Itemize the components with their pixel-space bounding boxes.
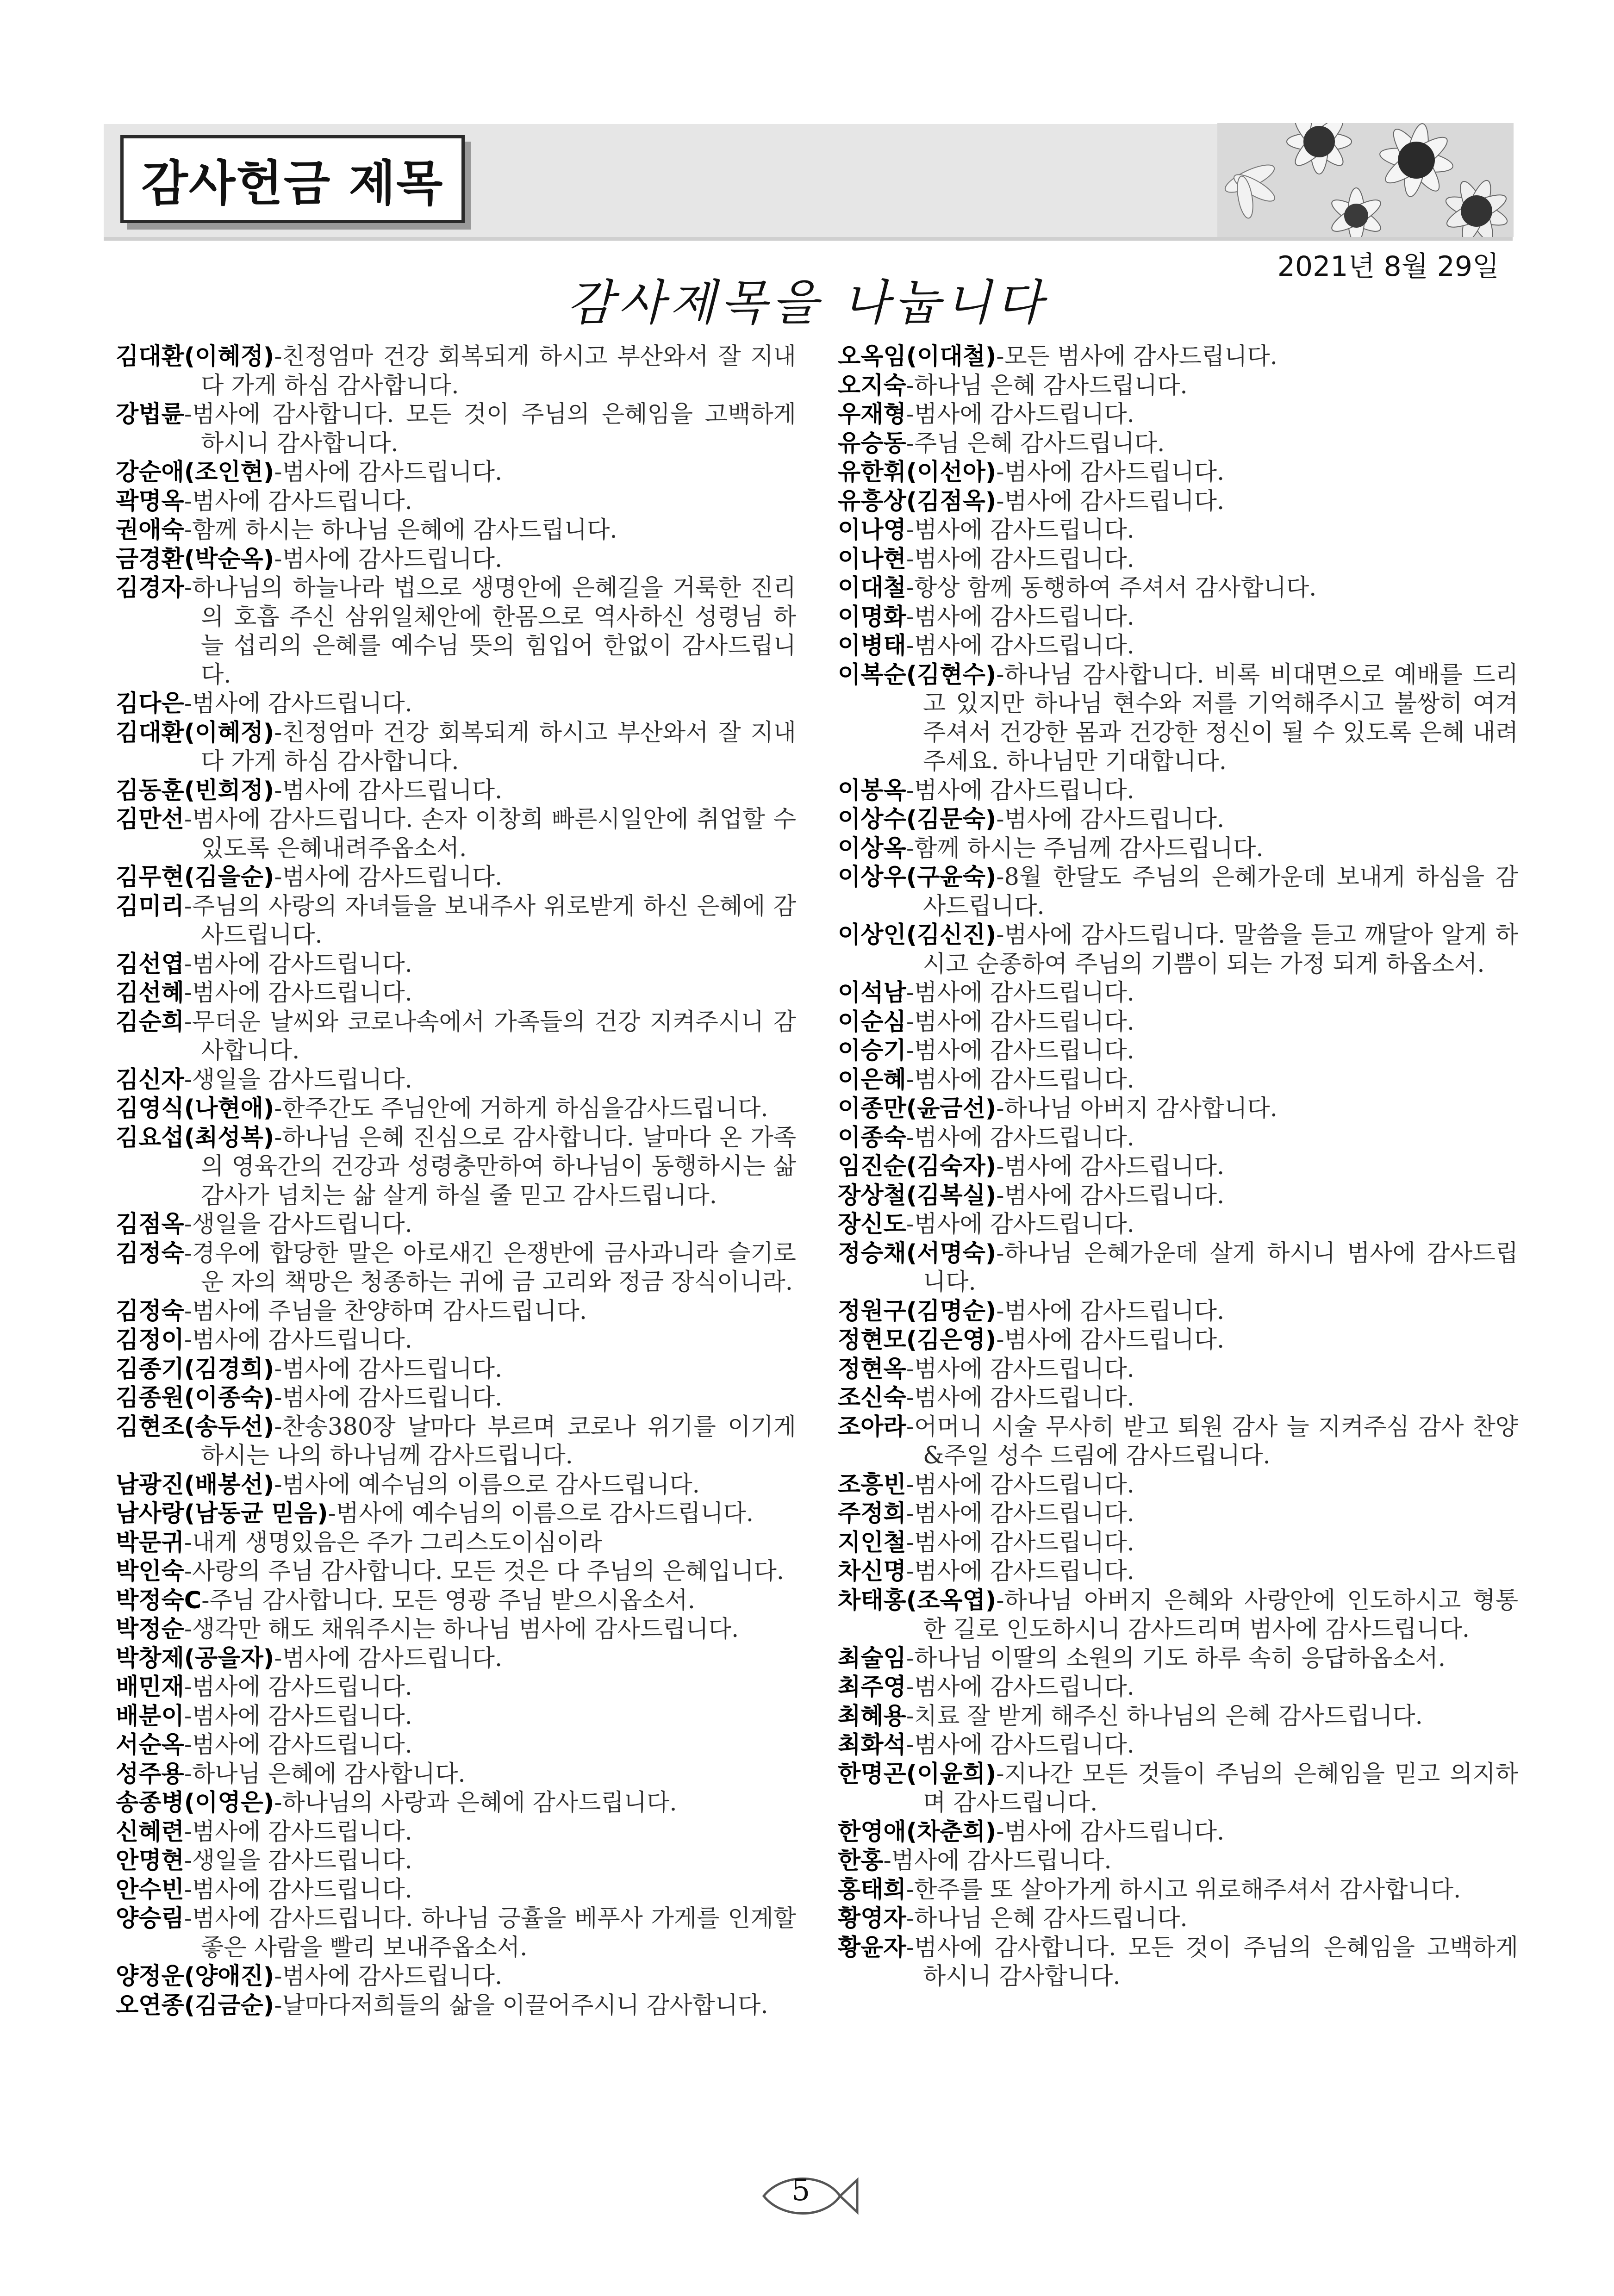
entry-name: 박창제(공을자): [116, 1644, 274, 1672]
entry-message: -생각만 해도 채워주시는 하나님 범사에 감사드립니다.: [184, 1616, 739, 1643]
entry-name: 유흥상(김점옥): [838, 487, 997, 515]
thanks-entry: [116, 1644, 796, 1674]
thanks-entry: [838, 1904, 1518, 1934]
entry-name: 김다은: [116, 690, 184, 717]
thanks-entry: [116, 1673, 796, 1702]
entry-name: 김정이: [116, 1326, 184, 1354]
thanks-entry: [116, 1066, 796, 1095]
thanks-entry: [116, 1095, 796, 1124]
entry-name: 곽명옥: [116, 487, 184, 515]
entry-name: 이순심: [838, 1008, 906, 1036]
entry-name: 이상우(구윤숙): [838, 864, 997, 891]
entry-message: -범사에 감사드립니다.: [906, 1674, 1134, 1701]
entry-name: 김경자: [116, 574, 184, 602]
thanks-entry: [838, 661, 1518, 777]
entry-message: -사랑의 주님 감사합니다. 모든 것은 다 주님의 은혜입니다.: [184, 1558, 785, 1585]
entry-name: 김선엽: [116, 950, 184, 978]
entry-name: 조아라: [838, 1413, 906, 1441]
entry-message: -범사에 감사합니다. 모든 것이 주님의 은혜임을 고백하게 하시니 감사합니다.: [906, 1934, 1518, 1990]
entry-name: 안명현: [116, 1847, 184, 1874]
entry-name: 박인숙: [116, 1558, 184, 1585]
entry-message: -범사에 감사드립니다.: [906, 632, 1134, 660]
thanks-entry: [838, 863, 1518, 921]
entry-name: 최주영: [838, 1674, 906, 1701]
entry-message: -함께 하시는 주님께 감사드립니다.: [906, 834, 1264, 862]
entry-name: 이복순(김현수): [838, 661, 997, 689]
entry-name: 김대환(이혜정): [116, 343, 274, 370]
entry-message: -범사에 감사드립니다.: [184, 1876, 412, 1904]
thanks-entry: [116, 1876, 796, 1905]
left-column: [116, 342, 796, 2020]
entry-message: -범사에 감사드립니다.: [906, 1558, 1134, 1585]
entry-message: -범사에 감사드립니다.: [184, 1818, 412, 1846]
entry-name: 박정숙C: [116, 1587, 202, 1614]
entry-name: 우재형: [838, 401, 906, 428]
thanks-entry: [116, 1124, 796, 1211]
entry-name: 권애숙: [116, 516, 184, 544]
thanks-entry: [838, 1500, 1518, 1529]
thanks-entry: [838, 458, 1518, 487]
entry-message: -하나님 은혜 감사드립니다.: [906, 1905, 1188, 1932]
thanks-entry: [116, 342, 796, 400]
thanks-entry: [838, 342, 1518, 372]
thanks-entry: [838, 1587, 1518, 1644]
thanks-entry: [116, 574, 796, 690]
entry-name: 송종병(이영은): [116, 1789, 274, 1817]
thanks-entry: [838, 429, 1518, 459]
entry-name: 이나현: [838, 545, 906, 573]
entry-message: -무더운 날씨와 코로나속에서 가족들의 건강 지켜주시니 감사합니다.: [184, 1008, 796, 1064]
thanks-entry: [838, 921, 1518, 979]
entry-name: 금경환(박순옥): [116, 545, 274, 573]
entry-message: -범사에 감사드립니다.: [184, 1326, 412, 1354]
entry-name: 오연종(김금순): [116, 1991, 274, 2019]
entry-message: -범사에 감사드립니다.: [906, 603, 1134, 631]
thanks-entry: [838, 979, 1518, 1008]
thanks-entry: [116, 1297, 796, 1326]
thanks-entry: [116, 1702, 796, 1731]
thanks-entry: [116, 458, 796, 487]
thanks-entry: [838, 1413, 1518, 1471]
entry-message: -범사에 감사드립니다.: [906, 1731, 1134, 1759]
entry-name: 정현옥: [838, 1355, 906, 1383]
entry-message: -함께 하시는 하나님 은혜에 감사드립니다.: [184, 516, 617, 544]
thanks-entry: [838, 1037, 1518, 1066]
entry-name: 김대환(이혜정): [116, 719, 274, 747]
entry-message: -하나님 은혜가운데 살게 하시니 범사에 감사드립니다.: [923, 1239, 1518, 1296]
thanks-entry: [838, 1529, 1518, 1558]
thanks-entry: [838, 516, 1518, 545]
thanks-entry: [116, 1210, 796, 1239]
thanks-entry: [116, 1384, 796, 1413]
thanks-entry: [838, 1818, 1518, 1847]
entry-message: -범사에 주님을 찬양하며 감사드립니다.: [184, 1297, 587, 1325]
entry-message: -범사에 감사드립니다.: [906, 1355, 1134, 1383]
thanks-entry: [838, 834, 1518, 864]
entry-name: 김신자: [116, 1066, 184, 1094]
thanks-entry: [116, 516, 796, 545]
entry-name: 이나영: [838, 516, 906, 544]
entry-name: 정승채(서명숙): [838, 1239, 997, 1267]
entry-message: -범사에 감사드립니다.: [906, 1384, 1134, 1412]
thanks-entry: [116, 892, 796, 950]
thanks-entry: [838, 1152, 1518, 1182]
thanks-entry: [116, 690, 796, 719]
entry-message: -친정엄마 건강 회복되게 하시고 부산와서 잘 지내다 가게 하심 감사합니다.: [201, 719, 796, 775]
entry-message: -하나님 은혜 진심으로 감사합니다. 날마다 온 가족의 영육간의 건강과 성령충만하여 하나님이 동행하시는 삶 감사가 넘치는 삶 살게 하실 줄 믿고 감사드립니다.: [201, 1124, 796, 1209]
entry-message: -범사에 감사드립니다.: [996, 487, 1225, 515]
entry-message: -범사에 예수님의 이름으로 감사드립니다.: [274, 1471, 700, 1499]
entry-message: -한주간도 주님안에 거하게 하심을감사드립니다.: [274, 1095, 768, 1122]
entry-name: 한홍: [838, 1847, 884, 1874]
entry-name: 정현모(김은영): [838, 1326, 997, 1354]
thanks-entry: [116, 400, 796, 458]
entry-name: 오옥임(이대철): [838, 343, 997, 370]
entry-name: 김미리: [116, 892, 184, 920]
entry-message: -범사에 감사드립니다.: [996, 1182, 1225, 1209]
entry-message: -주님 감사합니다. 모든 영광 주님 받으시옵소서.: [201, 1587, 696, 1614]
entry-name: 성주용: [116, 1760, 184, 1788]
page-number-badge: [759, 2171, 861, 2221]
entry-name: 차태홍(조옥엽): [838, 1587, 997, 1614]
entry-name: 김현조(송두선): [116, 1413, 274, 1441]
thanks-entry: [838, 1471, 1518, 1500]
entry-message: -범사에 감사드립니다.: [906, 1529, 1134, 1556]
entry-name: 김요섭(최성복): [116, 1124, 274, 1151]
entry-message: -범사에 감사드립니다.: [184, 1731, 412, 1759]
thanks-entry: [116, 1355, 796, 1384]
entry-message: -범사에 감사드립니다.: [906, 1037, 1134, 1064]
entry-name: 홍태희: [838, 1876, 906, 1904]
thanks-entry: [838, 1760, 1518, 1818]
thanks-entry: [838, 1182, 1518, 1211]
entry-name: 정원구(김명순): [838, 1297, 997, 1325]
entry-name: 배분이: [116, 1702, 184, 1730]
entry-message: -8월 한달도 주님의 은혜가운데 보내게 하심을 감사드립니다.: [923, 864, 1518, 920]
thanks-entry: [838, 372, 1518, 401]
entry-message: -지나간 모든 것들이 주님의 은혜임을 믿고 의지하며 감사드립니다.: [923, 1760, 1518, 1817]
entry-message: -범사에 감사드립니다.: [906, 1124, 1134, 1151]
entry-name: 김무현(김을순): [116, 864, 274, 891]
thanks-entry: [116, 1991, 796, 2021]
thanks-entry: [116, 1731, 796, 1760]
entry-message: -어머니 시술 무사히 받고 퇴원 감사 늘 지켜주심 감사 찬양&주일 성수 드림에 감사드립니다.: [906, 1413, 1518, 1469]
thanks-entry: [116, 1471, 796, 1500]
entry-name: 유승동: [838, 429, 906, 457]
entry-name: 이상인(김신진): [838, 921, 997, 949]
thanks-entry: [838, 400, 1518, 429]
entry-message: -하나님 아버지 은혜와 사랑안에 인도하시고 형통한 길로 인도하시니 감사드리며 범사에 감사드립니다.: [923, 1587, 1518, 1643]
entry-name: 박문귀: [116, 1529, 184, 1556]
thanks-entry: [116, 1615, 796, 1644]
section-title: 감사헌금 제목: [141, 155, 444, 212]
entry-name: 주정희: [838, 1500, 906, 1527]
thanks-entry: [838, 1644, 1518, 1674]
entry-message: -범사에 감사드립니다.: [906, 979, 1134, 1007]
entry-name: 이은혜: [838, 1066, 906, 1094]
entry-message: -범사에 감사드립니다.: [906, 1008, 1134, 1036]
entry-name: 김동훈(빈희정): [116, 777, 274, 804]
thanks-entry: [116, 1847, 796, 1876]
thanks-entry: [116, 487, 796, 516]
entry-name: 유한휘(이선아): [838, 459, 997, 486]
entry-message: -하나님의 사랑과 은혜에 감사드립니다.: [274, 1789, 677, 1817]
entry-message: -범사에 감사합니다. 모든 것이 주님의 은혜임을 고백하게 하시니 감사합니다.: [184, 401, 796, 457]
entry-message: -범사에 감사드립니다.: [996, 806, 1225, 833]
entry-message: -범사에 감사드립니다.: [906, 777, 1134, 804]
entry-name: 김순희: [116, 1008, 184, 1036]
entry-name: 김영식(나현애): [116, 1095, 274, 1122]
thanks-entry: [838, 1124, 1518, 1153]
thanks-entry: [116, 1326, 796, 1355]
thanks-entry: [838, 1008, 1518, 1037]
entry-name: 임진순(김숙자): [838, 1153, 997, 1180]
entry-name: 김선혜: [116, 979, 184, 1007]
entry-message: -날마다저희들의 삶을 이끌어주시니 감사합니다.: [274, 1991, 768, 2019]
thanks-entry: [116, 1904, 796, 1962]
entry-name: 이대철: [838, 574, 906, 602]
entry-message: -범사에 감사드립니다.: [906, 401, 1134, 428]
entry-name: 남사랑(남동균 믿음): [116, 1500, 328, 1527]
thanks-entry: [838, 1210, 1518, 1239]
entry-message: -친정엄마 건강 회복되게 하시고 부산와서 잘 지내다 가게 하심 감사합니다.: [201, 343, 796, 399]
thanks-entry: [838, 487, 1518, 516]
thanks-entry: [838, 1239, 1518, 1297]
thanks-entry: [838, 603, 1518, 632]
thanks-entry: [116, 863, 796, 892]
section-title-box: [120, 135, 465, 223]
thanks-entry: [838, 777, 1518, 806]
thanks-entry: [116, 1760, 796, 1789]
thanks-entry: [838, 574, 1518, 603]
entry-name: 지인철: [838, 1529, 906, 1556]
entry-name: 김정숙: [116, 1297, 184, 1325]
thanks-entry: [838, 1847, 1518, 1876]
entry-message: -범사에 감사드립니다.: [184, 1702, 412, 1730]
thanks-entry: [116, 1557, 796, 1587]
thanks-entry: [116, 1962, 796, 1991]
entry-message: -주님 은혜 감사드립니다.: [906, 429, 1165, 457]
issue-date: 2021년 8월 29일: [1277, 250, 1499, 283]
thanks-entry: [838, 1326, 1518, 1355]
thanks-entry: [116, 1239, 796, 1297]
thanks-entry: [116, 1500, 796, 1529]
thanks-entry: [838, 1702, 1518, 1731]
entry-message: -범사에 감사드립니다.: [274, 459, 503, 486]
entry-message: -범사에 감사드립니다.: [184, 487, 412, 515]
entry-name: 신혜련: [116, 1818, 184, 1846]
entry-message: -범사에 감사드립니다.: [906, 1500, 1134, 1527]
thanks-entry: [116, 805, 796, 863]
thanks-entry: [116, 719, 796, 777]
entry-name: 최혜용: [838, 1702, 906, 1730]
entry-message: -범사에 감사드립니다.: [184, 979, 412, 1007]
entry-message: -범사에 감사드립니다. 하나님 긍휼을 베푸사 가게를 인계할 좋은 사람을 빨리 보내주옵소서.: [184, 1905, 796, 1961]
thanks-entry: [116, 1413, 796, 1471]
entry-name: 조신숙: [838, 1384, 906, 1412]
entry-name: 최술임: [838, 1644, 906, 1672]
entry-name: 이석남: [838, 979, 906, 1007]
thanks-entry: [116, 1008, 796, 1066]
entry-message: -하나님 은혜 감사드립니다.: [906, 372, 1188, 399]
entry-message: -내게 생명있음은 주가 그리스도이심이라: [184, 1529, 603, 1556]
entry-message: -범사에 감사드립니다. 손자 이창희 빠른시일안에 취업할 수 있도록 은혜내려주옵소서.: [184, 806, 796, 862]
thanks-entry: [116, 950, 796, 979]
entry-name: 한명곤(이윤희): [838, 1760, 997, 1788]
entry-name: 이상수(김문숙): [838, 806, 997, 833]
entry-message: -주님의 사랑의 자녀들을 보내주사 위로받게 하신 은혜에 감사드립니다.: [184, 892, 796, 949]
thanks-entry: [838, 1095, 1518, 1124]
thanks-entry: [838, 545, 1518, 574]
entry-name: 황윤자: [838, 1934, 906, 1961]
entry-name: 차신명: [838, 1558, 906, 1585]
thanks-entry: [838, 1557, 1518, 1587]
entry-name: 김종기(김경희): [116, 1355, 274, 1383]
entry-message: -하나님 감사합니다. 비록 비대면으로 예배를 드리고 있지만 하나님 현수와 저를 기억해주시고 불쌍히 여겨주셔서 건강한 몸과 건강한 정신이 될 수 있도록 은혜 내려주세요. 하나님만 기대합니다.: [923, 661, 1518, 775]
entry-message: -하나님 아버지 감사합니다.: [996, 1095, 1278, 1122]
thanks-entry: [116, 777, 796, 806]
entry-name: 양정운(양애진): [116, 1963, 274, 1990]
thanks-entry: [838, 1384, 1518, 1413]
thanks-entry: [838, 805, 1518, 834]
entry-name: 김정숙: [116, 1239, 184, 1267]
entry-message: -범사에 감사드립니다.: [906, 1066, 1134, 1094]
entry-message: -범사에 감사드립니다.: [883, 1847, 1112, 1874]
entry-name: 김종원(이종숙): [116, 1384, 274, 1412]
entry-name: 장상철(김복실): [838, 1182, 997, 1209]
entry-message: -범사에 감사드립니다.: [274, 777, 503, 804]
entry-message: -범사에 감사드립니다.: [906, 1211, 1134, 1238]
entry-name: 이명화: [838, 603, 906, 631]
thanks-entry: [838, 1355, 1518, 1384]
entry-message: -범사에 감사드립니다.: [274, 545, 503, 573]
entry-message: -치료 잘 받게 해주신 하나님의 은혜 감사드립니다.: [906, 1702, 1423, 1730]
entry-message: -생일을 감사드립니다.: [184, 1211, 412, 1238]
entry-name: 최화석: [838, 1731, 906, 1759]
entry-message: -범사에 감사드립니다.: [274, 864, 503, 891]
thanks-entry: [838, 1934, 1518, 1991]
entry-name: 이상옥: [838, 834, 906, 862]
entry-name: 강순애(조인현): [116, 459, 274, 486]
entry-message: -경우에 합당한 말은 아로새긴 은쟁반에 금사과니라 슬기로운 자의 책망은 청종하는 귀에 금 고리와 정금 장식이니라.: [184, 1239, 796, 1296]
entry-message: -범사에 감사드립니다.: [996, 1297, 1225, 1325]
entry-name: 조흥빈: [838, 1471, 906, 1499]
entry-name: 남광진(배봉선): [116, 1471, 274, 1499]
entry-message: -하나님 이딸의 소원의 기도 하루 속히 응답하옵소서.: [906, 1644, 1446, 1672]
entry-message: -범사에 감사드립니다.: [996, 459, 1225, 486]
sunflower-image: [1217, 123, 1514, 237]
thanks-entry: [838, 632, 1518, 661]
entry-name: 강법륜: [116, 401, 184, 428]
entry-name: 이승기: [838, 1037, 906, 1064]
entry-message: -범사에 감사드립니다.: [996, 1818, 1225, 1846]
thanks-entry: [116, 1587, 796, 1616]
entry-name: 박정순: [116, 1616, 184, 1643]
thanks-entry: [838, 1731, 1518, 1760]
entry-message: -범사에 감사드립니다. 말씀을 듣고 깨달아 알게 하시고 순종하여 주님의 기쁨이 되는 가정 되게 하옵소서.: [923, 921, 1518, 978]
thanks-entry: [116, 1789, 796, 1818]
entry-message: -범사에 감사드립니다.: [274, 1644, 503, 1672]
entry-message: -범사에 감사드립니다.: [184, 1674, 412, 1701]
thanks-entry: [838, 1066, 1518, 1095]
right-column: [838, 342, 1518, 1991]
thanks-entry: [116, 1818, 796, 1847]
entry-message: -하나님의 하늘나라 법으로 생명안에 은혜길을 거룩한 진리의 호흡 주신 삼위일체안에 한몸으로 역사하신 성령님 하늘 섭리의 은혜를 예수님 뜻의 힘입어 한없이 감사드립니다.: [184, 574, 796, 689]
entry-name: 오지숙: [838, 372, 906, 399]
entry-name: 황영자: [838, 1905, 906, 1932]
entry-message: -항상 함께 동행하여 주셔서 감사합니다.: [906, 574, 1317, 602]
entry-message: -범사에 감사드립니다.: [996, 1153, 1225, 1180]
entry-name: 이병태: [838, 632, 906, 660]
entry-message: -모든 범사에 감사드립니다.: [996, 343, 1278, 370]
entry-name: 이종숙: [838, 1124, 906, 1151]
entry-name: 양승림: [116, 1905, 184, 1932]
entry-name: 배민재: [116, 1674, 184, 1701]
entry-name: 서순옥: [116, 1731, 184, 1759]
entry-message: -찬송380장 날마다 부르며 코로나 위기를 이기게 하시는 나의 하나님께 감사드립니다.: [201, 1413, 796, 1469]
entry-message: -범사에 감사드립니다.: [274, 1963, 503, 1990]
entry-message: -생일을 감사드립니다.: [184, 1066, 412, 1094]
entry-message: -한주를 또 살아가게 하시고 위로해주셔서 감사합니다.: [906, 1876, 1461, 1904]
page-number: 5: [791, 2173, 810, 2208]
entry-message: -생일을 감사드립니다.: [184, 1847, 412, 1874]
entry-message: -범사에 예수님의 이름으로 감사드립니다.: [328, 1500, 754, 1527]
entry-name: 김만선: [116, 806, 184, 833]
entry-name: 장신도: [838, 1211, 906, 1238]
entry-name: 안수빈: [116, 1876, 184, 1904]
thanks-entry: [838, 1876, 1518, 1905]
page-subtitle: 감사제목을 나눕니다: [567, 274, 1047, 331]
thanks-entry: [116, 1529, 796, 1558]
entry-message: -범사에 감사드립니다.: [184, 950, 412, 978]
thanks-entry: [838, 1673, 1518, 1702]
entry-message: -범사에 감사드립니다.: [906, 1471, 1134, 1499]
entry-message: -범사에 감사드립니다.: [996, 1326, 1225, 1354]
entry-message: -범사에 감사드립니다.: [906, 516, 1134, 544]
thanks-entry: [838, 1297, 1518, 1326]
entry-name: 이종만(윤금선): [838, 1095, 997, 1122]
thanks-entry: [116, 979, 796, 1008]
entry-message: -범사에 감사드립니다.: [274, 1384, 503, 1412]
entry-name: 한영애(차춘희): [838, 1818, 997, 1846]
entry-name: 김점옥: [116, 1211, 184, 1238]
entry-message: -범사에 감사드립니다.: [274, 1355, 503, 1383]
entry-message: -범사에 감사드립니다.: [184, 690, 412, 717]
entry-message: -하나님 은혜에 감사합니다.: [184, 1760, 466, 1788]
entry-message: -범사에 감사드립니다.: [906, 545, 1134, 573]
entry-name: 이봉옥: [838, 777, 906, 804]
thanks-entry: [116, 545, 796, 574]
